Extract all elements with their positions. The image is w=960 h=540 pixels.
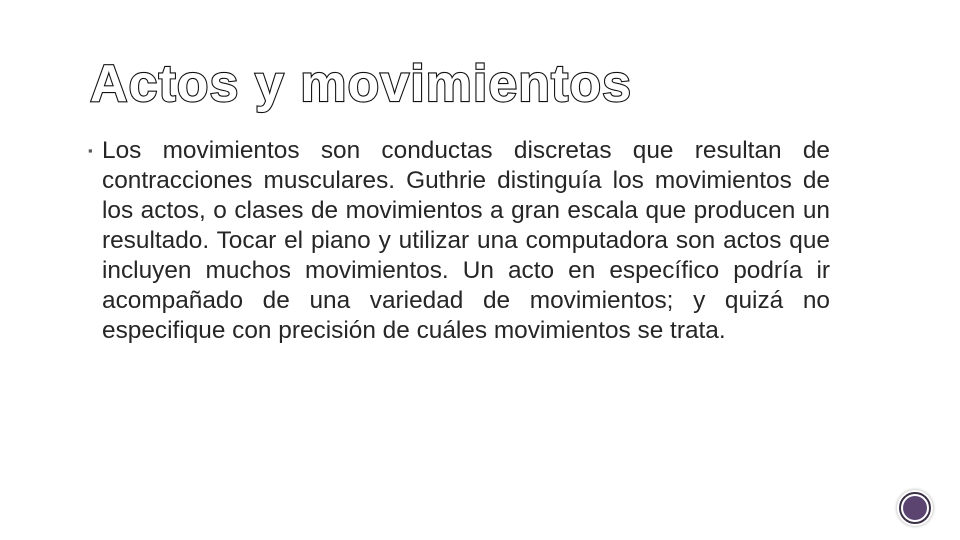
bullet-list (88, 136, 830, 346)
bullet-marker-icon: ▪ (88, 143, 93, 158)
slide-nav-button[interactable] (897, 490, 933, 526)
circle-nav-icon (903, 496, 927, 520)
bullet-text: Los movimientos son conductas discretas que resultan de contracciones musculares. Guthrie distinguía los movimientos de los actos, o clases de movimientos a gran escala que producen un resultado. Tocar el piano y utilizar una computadora son actos que incluyen muchos movimientos. Un acto en específico podría ir acompañado de una variedad de movimientos; y quizá no especifique con precisión de cuáles movimientos se trata. (102, 137, 830, 344)
slide-title: Actos y movimientos (90, 55, 633, 113)
bullet-item (88, 136, 830, 346)
